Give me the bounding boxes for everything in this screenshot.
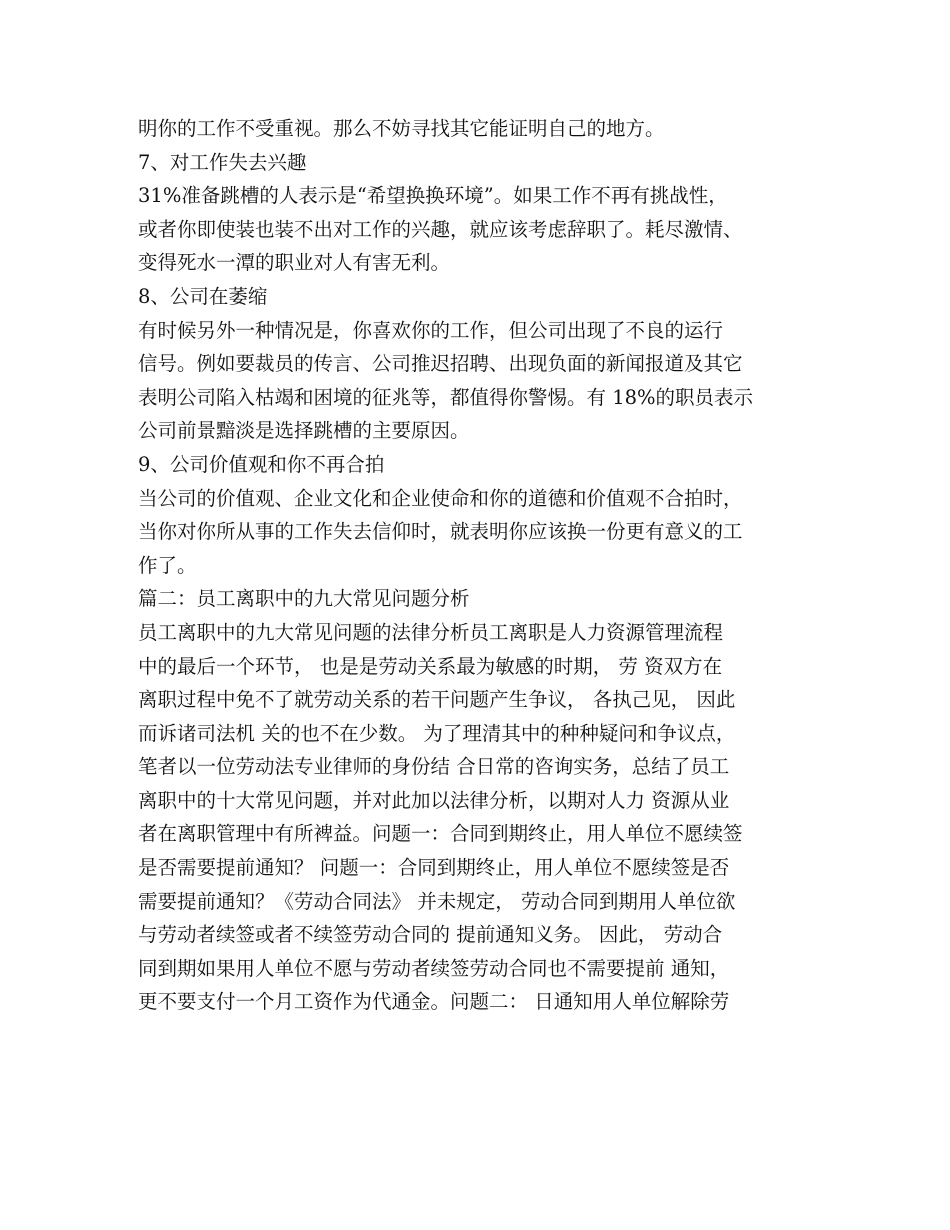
text-line: 有时候另外一种情况是，你喜欢你的工作，但公司出现了不良的运行: [138, 318, 724, 342]
text-line: 表明公司陷入枯竭和困境的征兆等，都值得你警惕。有 18%的职员表示: [138, 385, 754, 409]
text-line: 当你对你所从事的工作失去信仰时，就表明你应该换一份更有意义的工: [138, 520, 743, 544]
text-line: 同到期如果用人单位不愿与劳动者续签劳动合同也不需要提前 通知，: [138, 956, 730, 980]
text-line: 需要提前通知？《劳动合同法》 并未规定， 劳动合同到期用人单位欲: [138, 889, 736, 913]
text-line: 中的最后一个环节， 也是是劳动关系最为敏感的时期， 劳 资双方在: [138, 654, 723, 678]
section-heading: 8、公司在萎缩: [138, 284, 268, 308]
text-line: 与劳动者续签或者不续签劳动合同的 提前通知义务。 因此， 劳动合: [138, 923, 723, 947]
text-line: 31%准备跳槽的人表示是“希望换换环境”。如果工作不再有挑战性，: [138, 184, 728, 208]
section-heading: 7、对工作失去兴趣: [138, 150, 307, 174]
document-body: [138, 112, 828, 1019]
text-line: 变得死水一潭的职业对人有害无利。: [138, 251, 451, 275]
text-line: 而诉诸司法机 关的也不在少数。 为了理清其中的种种疑问和争议点，: [138, 721, 736, 745]
text-line: 是否需要提前通知？ 问题一：合同到期终止，用人单位不愿续签是否: [138, 856, 730, 880]
article-heading: 篇二：员工离职中的九大常见问题分析: [138, 587, 470, 611]
text-line: 当公司的价值观、企业文化和企业使命和你的道德和价值观不合拍时，: [138, 486, 743, 510]
text-line: 者在离职管理中有所裨益。问题一：合同到期终止，用人单位不愿续签: [138, 822, 743, 846]
text-line: 信号。例如要裁员的传言、公司推迟招聘、出现负面的新闻报道及其它: [138, 352, 743, 376]
text-line: 或者你即使装也装不出对工作的兴趣，就应该考虑辞职了。耗尽激情、: [138, 217, 743, 241]
text-line: 公司前景黯淡是选择跳槽的主要原因。: [138, 419, 470, 443]
text-line: 离职中的十大常见问题，并对此加以法律分析，以期对人力 资源从业: [138, 788, 730, 812]
text-line: 更不要支付一个月工资作为代通金。问题二： 日通知用人单位解除劳: [138, 990, 730, 1014]
text-line: 明你的工作不受重视。那么不妨寻找其它能证明自己的地方。: [138, 117, 665, 140]
text-line: 离职过程中免不了就劳动关系的若干问题产生争议， 各执己见， 因此: [138, 688, 736, 712]
section-heading: 9、公司价值观和你不再合拍: [138, 452, 385, 476]
text-line: 笔者以一位劳动法专业律师的身份结 合日常的咨询实务，总结了员工: [138, 755, 730, 779]
text-line: 员工离职中的九大常见问题的法律分析员工离职是人力资源管理流程: [138, 620, 724, 644]
text-line: 作了。: [138, 553, 197, 577]
